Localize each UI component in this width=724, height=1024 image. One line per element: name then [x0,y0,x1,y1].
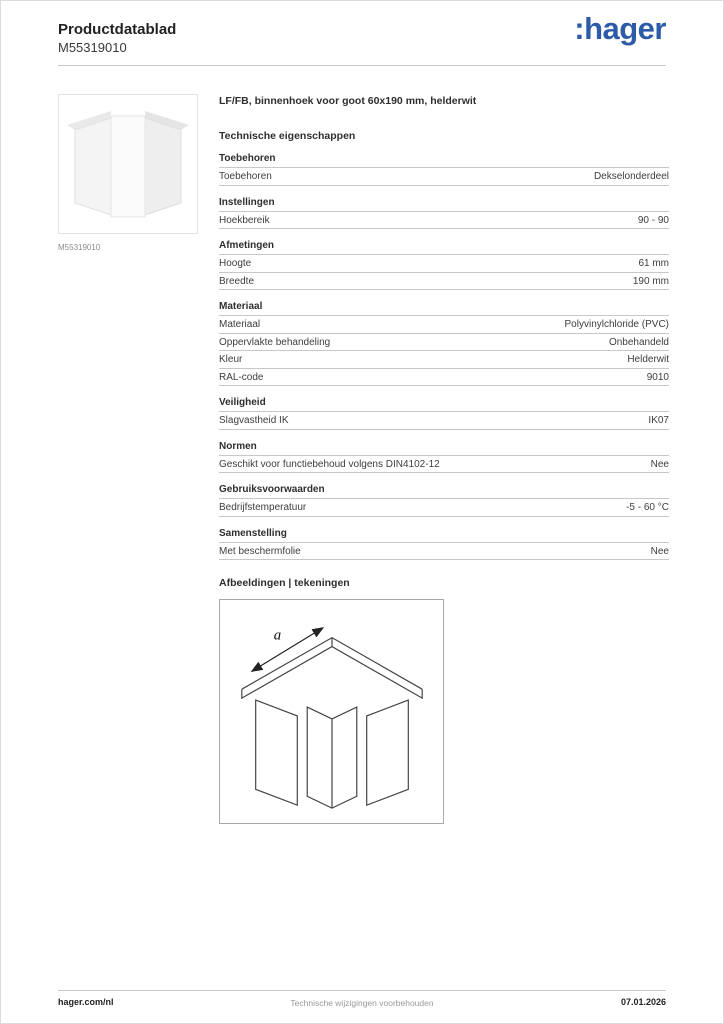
spec-rows [219,255,669,290]
spec-value: Helderwit [627,354,669,365]
spec-section [219,441,669,474]
spec-label: Kleur [219,354,243,365]
spec-sections [219,153,669,560]
spec-label: Oppervlakte behandeling [219,336,331,348]
product-photo-frame [58,94,198,234]
spec-value: Nee [650,458,669,470]
spec-label: Materiaal [219,319,261,330]
spec-section [219,301,669,386]
spec-rows [219,316,669,386]
footer-divider [58,990,666,991]
footer-website-link[interactable]: hager.com/nl [58,997,114,1007]
product-id: M55319010 [58,39,127,55]
spec-section-title: Gebruiksvoorwaarden [219,484,669,499]
spec-value: 61 mm [638,258,669,269]
spec-section [219,397,669,430]
spec-column [219,95,669,824]
spec-row [219,334,669,352]
header [58,21,176,57]
spec-label: Breedte [219,275,255,287]
spec-row [219,369,669,387]
spec-label: Slagvastheid IK [219,415,289,426]
spec-section [219,528,669,561]
technical-drawing [220,600,443,823]
hager-logo: :hager [574,11,666,46]
spec-section [219,240,669,290]
spec-section-title: Materiaal [219,301,669,316]
spec-row [219,543,669,561]
spec-row [219,456,669,474]
spec-value: IK07 [648,415,669,426]
spec-rows [219,412,669,430]
spec-row [219,499,669,517]
spec-row [219,412,669,430]
spec-label: RAL-code [219,371,264,383]
spec-section-title: Afmetingen [219,240,669,255]
spec-row [219,273,669,291]
spec-section [219,484,669,517]
spec-rows [219,168,669,186]
spec-section [219,197,669,230]
spec-section-title: Normen [219,441,669,456]
spec-label: Hoogte [219,258,252,269]
spec-rows [219,499,669,517]
spec-rows [219,212,669,230]
specs-heading: Technische eigenschappen [219,130,356,142]
spec-value: 190 mm [632,275,669,287]
spec-value: Dekselonderdeel [593,171,669,182]
spec-row [219,351,669,369]
spec-section-title: Samenstelling [219,528,669,543]
spec-value: 9010 [646,371,669,383]
spec-section-title: Veiligheid [219,397,669,412]
footer-date: 07.01.2026 [620,997,666,1007]
spec-value: Onbehandeld [608,336,669,348]
header-divider [58,65,666,66]
spec-value: Polyvinylchloride (PVC) [564,319,669,330]
spec-rows [219,543,669,561]
footer [58,997,666,1015]
spec-row [219,212,669,230]
product-photo [59,95,197,233]
spec-label: Bedrijfstemperatuur [219,502,307,513]
dimension-label: a [273,627,282,644]
technical-drawing-frame [219,599,444,824]
spec-value: -5 - 60 °C [626,502,669,513]
spec-row [219,255,669,273]
spec-label: Geschikt voor functiebehoud volgens DIN4102-12 [219,458,440,470]
product-photo-caption: M55319010 [58,243,101,252]
spec-section [219,153,669,186]
spec-row [219,168,669,186]
spec-value: Nee [650,545,669,557]
spec-value: 90 - 90 [637,214,669,226]
spec-label: Hoekbereik [219,214,270,226]
page-title: Productdatablad [58,21,177,38]
spec-section-title: Instellingen [219,197,669,212]
product-title: LF/FB, binnenhoek voor goot 60x190 mm, helderwit [219,95,477,107]
drawings-heading: Afbeeldingen | tekeningen [219,577,350,589]
spec-label: Met beschermfolie [219,545,301,557]
spec-rows [219,456,669,474]
spec-section-title: Toebehoren [219,153,669,168]
footer-disclaimer: Technische wijzigingen voorbehouden [290,998,434,1008]
spec-label: Toebehoren [219,171,272,182]
spec-row [219,316,669,334]
